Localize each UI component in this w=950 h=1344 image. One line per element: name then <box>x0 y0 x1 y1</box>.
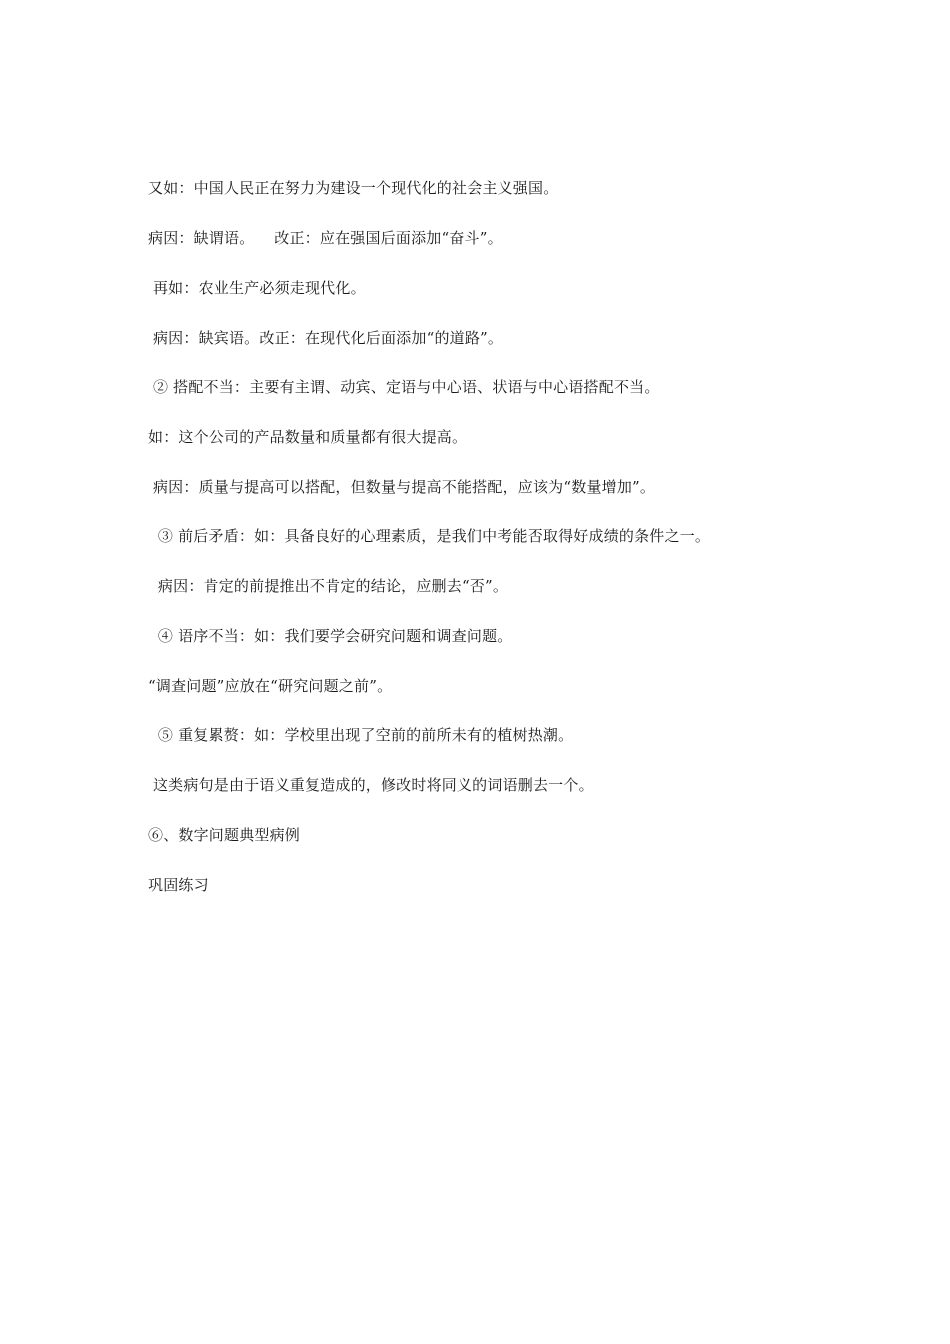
diagnosis-line-1: 病因：缺谓语。 改正：应在强国后面添加“奋斗”。 <box>148 229 503 247</box>
section-word-order: ④ 语序不当：如：我们要学会研究问题和调查问题。 <box>148 627 513 645</box>
diagnosis-line-2: 病因：缺宾语。改正：在现代化后面添加“的道路”。 <box>148 329 504 347</box>
example-line-3: 如：这个公司的产品数量和质量都有很大提高。 <box>148 428 468 446</box>
example-line-1: 又如：中国人民正在努力为建设一个现代化的社会主义强国。 <box>148 179 559 197</box>
explanation-line-1: 这类病句是由于语义重复造成的，修改时将同义的词语删去一个。 <box>148 776 594 794</box>
correction-line-1: “调查问题”应放在“研究问题之前”。 <box>148 677 393 695</box>
example-line-2: 再如：农业生产必须走现代化。 <box>148 279 366 297</box>
diagnosis-line-4: 病因：肯定的前提推出不肯定的结论，应删去“否”。 <box>148 577 509 595</box>
section-redundancy: ⑤ 重复累赘：如：学校里出现了空前的前所未有的植树热潮。 <box>148 726 574 744</box>
section-contradiction: ③ 前后矛盾：如：具备良好的心理素质，是我们中考能否取得好成绩的条件之一。 <box>148 527 711 545</box>
section-number-issues: ⑥、数字问题典型病例 <box>148 826 301 844</box>
section-mismatch: ② 搭配不当：主要有主谓、动宾、定语与中心语、状语与中心语搭配不当。 <box>148 378 660 396</box>
practice-heading: 巩固练习 <box>148 876 209 894</box>
diagnosis-line-3: 病因：质量与提高可以搭配，但数量与提高不能搭配，应该为“数量增加”。 <box>148 478 656 496</box>
